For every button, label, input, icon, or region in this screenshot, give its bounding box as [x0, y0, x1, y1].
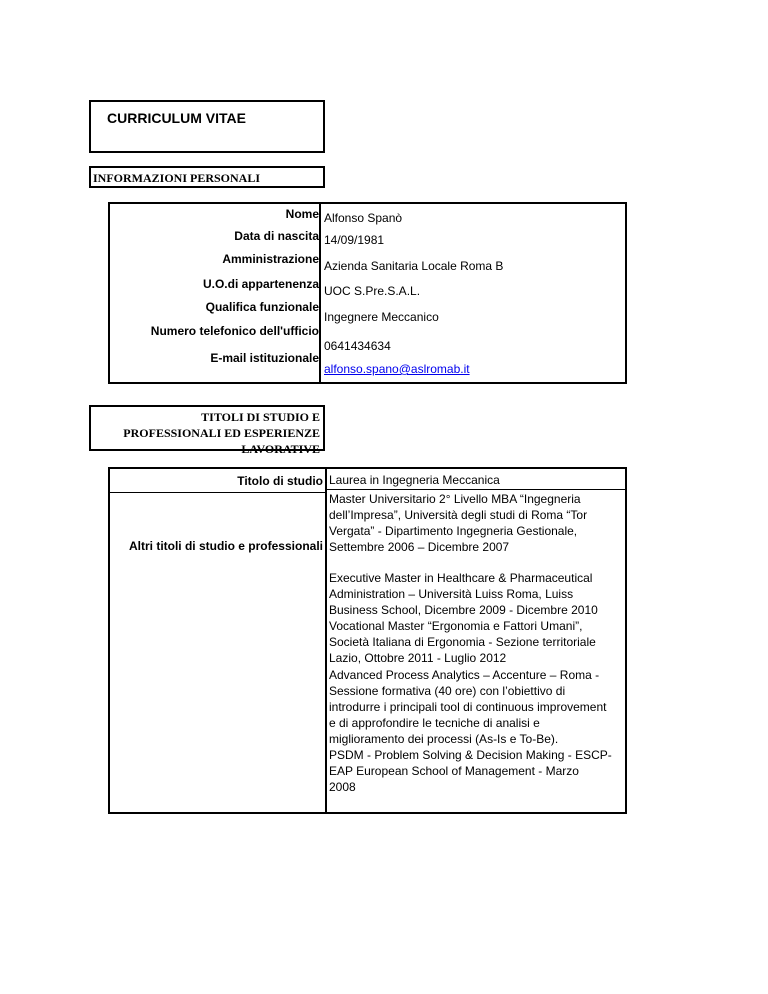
- label-email: E-mail istituzionale: [210, 351, 319, 365]
- value-amministrazione: Azienda Sanitaria Locale Roma B: [324, 259, 504, 273]
- value-uo-appartenenza: UOC S.Pre.S.A.L.: [324, 284, 421, 298]
- label-altri-titoli: Altri titoli di studio e professionali: [128, 539, 323, 553]
- cv-title: CURRICULUM VITAE: [107, 110, 246, 126]
- label-titolo-studio: Titolo di studio: [237, 474, 323, 488]
- label-nome: Nome: [285, 207, 319, 221]
- altri-titoli-paragraph: Executive Master in Healthcare & Pharmaceutical Administration – Università Luiss Roma, Luiss Business School, Dicembre 2009 - Dicembre 2010 Vocational Master “Ergonomia e Fattori Umani”, Società Italiana di Ergonomia - Sezione territoriale Lazio, Ottobre 2011 - Luglio 2012: [329, 571, 598, 665]
- personal-info-heading: INFORMAZIONI PERSONALI: [93, 171, 261, 185]
- value-qualifica: Ingegnere Meccanico: [324, 310, 439, 324]
- titles-heading-box: [89, 405, 325, 456]
- personal-info-table: [108, 202, 627, 384]
- label-data-nascita: Data di nascita: [234, 229, 319, 243]
- email-link[interactable]: alfonso.spano@aslromab.it: [324, 362, 470, 376]
- altri-titoli-paragraph: Advanced Process Analytics – Accenture – Roma - Sessione formativa (40 ore) con l’obiettivo di introdurre i principali tool di continuous improvement e di approfondire le tecniche di analisi e miglioramento dei processi (As-Is e To-Be). PSDM - Problem Solving & Decision Making - ESCP- EAP European School of Management - Marzo 2008: [329, 668, 612, 794]
- column-divider: [319, 204, 321, 382]
- label-telefono: Numero telefonico dell'ufficio: [150, 324, 319, 338]
- value-data-nascita: 14/09/1981: [324, 233, 385, 247]
- personal-info-heading-box: [89, 166, 325, 188]
- label-uo-appartenenza: U.O.di appartenenza: [202, 277, 319, 291]
- value-telefono: 0641434634: [324, 339, 391, 353]
- value-titolo-studio: Laurea in Ingegneria Meccanica: [329, 473, 500, 487]
- column-divider: [325, 469, 327, 812]
- row-divider: [110, 492, 325, 493]
- altri-titoli-paragraph: Master Universitario 2° Livello MBA “Ingegneria dell’Impresa”, Università degli studi di Roma “Tor Vergata” - Dipartimento Ingegneria Gestionale, Settembre 2006 – Dicembre 2007: [329, 492, 588, 554]
- education-table: [108, 467, 627, 814]
- label-amministrazione: Amministrazione: [222, 252, 319, 266]
- cv-title-box: [89, 100, 325, 153]
- label-qualifica: Qualifica funzionale: [205, 300, 319, 314]
- row-divider: [325, 489, 625, 490]
- titles-heading: TITOLI DI STUDIO E PROFESSIONALI ED ESPERIENZE LAVORATIVE: [123, 410, 320, 456]
- value-nome: Alfonso Spanò: [324, 211, 403, 225]
